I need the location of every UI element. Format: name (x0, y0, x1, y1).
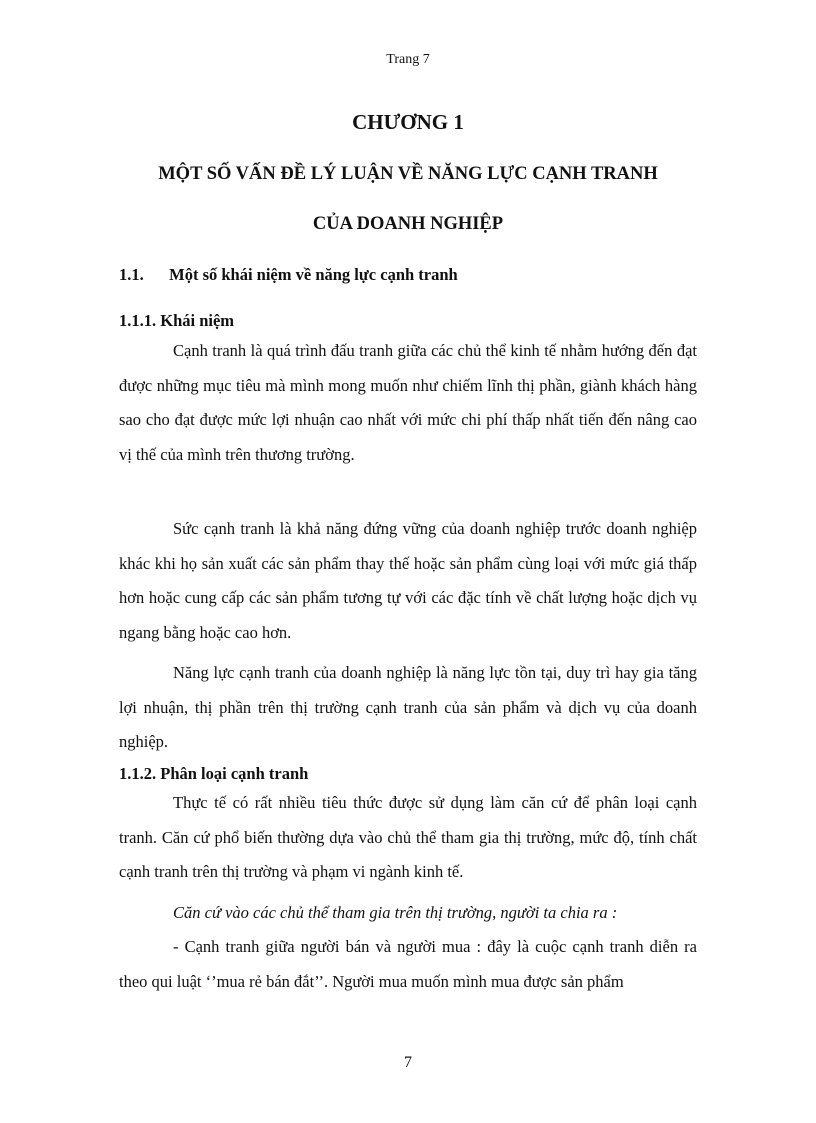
section-number: 1.1. (119, 265, 144, 284)
paragraph-seller-buyer: - Cạnh tranh giữa người bán và người mua : đây là cuộc cạnh tranh diễn ra theo qui luật ‘’mua rẻ bán đắt’’. Người mua muốn mình mua được sản phẩm (119, 937, 697, 991)
section-title: Một số khái niệm về năng lực cạnh tranh (169, 265, 458, 284)
chapter-title-line-1: MỘT SỐ VẤN ĐỀ LÝ LUẬN VỀ NĂNG LỰC CẠNH TRANH (158, 164, 658, 184)
section-title: Phân loại cạnh tranh (160, 764, 309, 783)
page-number: 7 (404, 1054, 412, 1071)
section-heading-1-1-2 (119, 764, 308, 784)
chapter-title-line-2: CỦA DOANH NGHIỆP (312, 214, 504, 234)
paragraph-competition-definition: Cạnh tranh là quá trình đấu tranh giữa các chủ thể kinh tế nhằm hướng đến đạt được những mục tiêu mà mình mong muốn như chiếm lĩnh thị phần, giành khách hàng sao cho đạt được mức lợi nhuận cao nhất với mức chi phí thấp nhất tiến đến nâng cao vị thế của mình trên thương trường. (119, 341, 697, 464)
section-number: 1.1.1. (119, 311, 157, 330)
paragraph-competitive-strength: Sức cạnh tranh là khả năng đứng vững của doanh nghiệp trước doanh nghiệp khác khi họ sản xuất các sản phẩm thay thế hoặc sản phẩm cùng loại với mức giá thấp hơn hoặc cung cấp các sản phẩm tương tự với các đặc tính về chất lượng hoặc dịch vụ ngang bằng hoặc cao hơn. (119, 519, 697, 642)
paragraph-classification-criteria: Thực tế có rất nhiều tiêu thức được sử dụng làm căn cứ để phân loại cạnh tranh. Căn cứ phổ biến thường dựa vào chủ thể tham gia thị trường, mức độ, tính chất cạnh tranh trên thị trường và phạm vi ngành kinh tế. (119, 793, 697, 881)
paragraph-participants-intro: Căn cứ vào các chủ thể tham gia trên thị trường, người ta chia ra : (173, 903, 618, 922)
page-header: Trang 7 (386, 52, 430, 67)
paragraph-competitive-capacity: Năng lực cạnh tranh của doanh nghiệp là năng lực tồn tại, duy trì hay gia tăng lợi nhuận, thị phần trên thị trường cạnh tranh của sản phẩm và dịch vụ của doanh nghiệp. (119, 663, 697, 751)
section-heading-1-1-1 (119, 311, 234, 331)
section-title: Khái niệm (160, 311, 235, 330)
chapter-label: CHƯƠNG 1 (352, 110, 464, 134)
section-heading-1-1 (119, 265, 458, 285)
section-number: 1.1.2. (119, 764, 157, 783)
